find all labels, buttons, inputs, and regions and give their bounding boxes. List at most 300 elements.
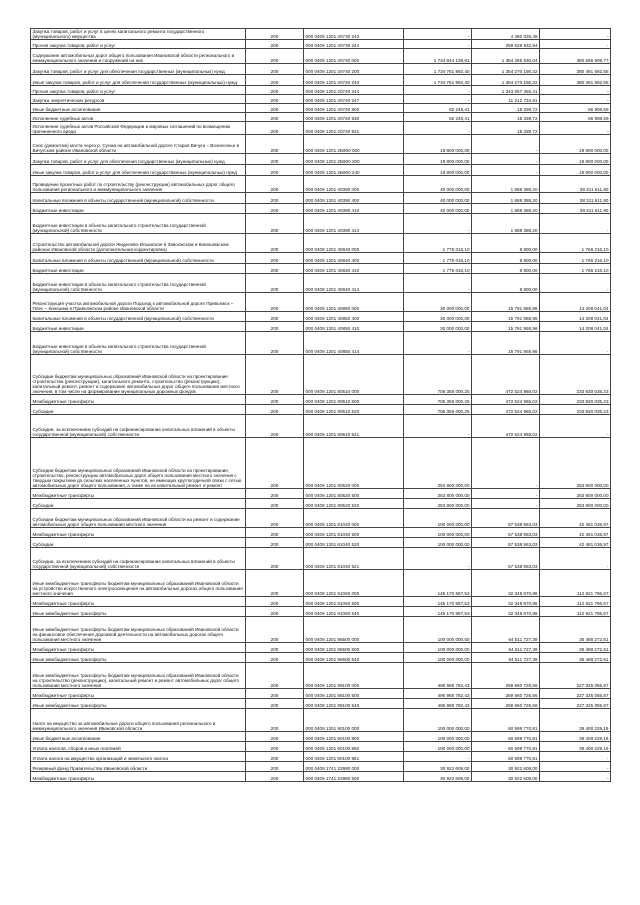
row-line-code: 200: [246, 438, 304, 489]
row-line-code: 200: [246, 663, 304, 689]
row-approved-amount: 496 985 782,43: [404, 699, 472, 709]
table-row: [31, 597, 611, 607]
row-budget-code: 000 0409 1201 40850 414: [304, 332, 404, 355]
row-unexecuted-amount: 19 800 000,00: [540, 135, 611, 154]
table-row: [31, 214, 611, 234]
row-approved-amount: 19 800 000,00: [404, 135, 472, 154]
row-approved-amount: 30 000 000,00: [404, 312, 472, 322]
row-executed-amount: -: [472, 489, 540, 499]
row-name: Резервный фонд Правительства Ивановской области: [31, 762, 246, 772]
row-line-code: 200: [246, 355, 304, 395]
row-line-code: 200: [246, 64, 304, 75]
row-name: Бюджетные инвестиции: [31, 264, 246, 274]
table-row: [31, 154, 611, 165]
row-budget-code: 000 0409 1201 20740 830: [304, 113, 404, 122]
row-line-code: 200: [246, 548, 304, 570]
row-unexecuted-amount: 227 325 055,87: [540, 663, 611, 689]
row-unexecuted-amount: 14 208 041,04: [540, 322, 611, 332]
row-budget-code: 000 0409 1201 40850 000: [304, 293, 404, 312]
row-budget-code: 000 0409 1201 80510 520: [304, 405, 404, 415]
table-row: [31, 293, 611, 312]
table-row: [31, 355, 611, 395]
row-name: Капитальные вложения в объекты государственной (муниципальной) собственности: [31, 193, 246, 204]
row-unexecuted-amount: 14 208 041,04: [540, 293, 611, 312]
row-unexecuted-amount: -: [540, 548, 611, 570]
row-executed-amount: 60 599 770,81: [472, 742, 540, 752]
table-row: [31, 95, 611, 104]
row-line-code: 200: [246, 253, 304, 264]
row-name: Межбюджетные трансферты: [31, 528, 246, 538]
table-row: [31, 653, 611, 663]
row-executed-amount: 1 354 270 190,32: [472, 64, 540, 75]
row-name: Закупка товаров, работ и услуг для обеспечения государственных (муниципальных) нужд: [31, 154, 246, 165]
row-line-code: 200: [246, 154, 304, 165]
row-line-code: 200: [246, 395, 304, 405]
row-line-code: 200: [246, 95, 304, 104]
row-executed-amount: -: [472, 438, 540, 489]
row-name: Бюджетные инвестиции: [31, 204, 246, 214]
table-row: [31, 322, 611, 332]
table-row: [31, 742, 611, 752]
row-budget-code: 000 0409 1201 40840 400: [304, 253, 404, 264]
row-executed-amount: 32 348 870,86: [472, 607, 540, 617]
table-row: [31, 332, 611, 355]
row-unexecuted-amount: -: [540, 40, 611, 49]
row-budget-code: 000 0409 1201 90100 850: [304, 742, 404, 752]
table-row: [31, 29, 611, 40]
row-line-code: 200: [246, 165, 304, 176]
row-unexecuted-amount: -: [540, 29, 611, 40]
row-line-code: 200: [246, 312, 304, 322]
row-executed-amount: 472 524 965,02: [472, 405, 540, 415]
budget-execution-table: [30, 28, 611, 782]
row-budget-code: 000 0409 1201 40840 410: [304, 264, 404, 274]
row-approved-amount: -: [404, 29, 472, 40]
row-unexecuted-amount: 227 325 055,87: [540, 689, 611, 699]
row-budget-code: 000 0409 1201 20740 240: [304, 75, 404, 86]
row-budget-code: 000 0409 1201 2Б900 240: [304, 165, 404, 176]
row-budget-code: 000 0409 1201 86500 500: [304, 643, 404, 653]
row-name: Субсидии бюджетам муниципальных образований Ивановской области на проектирование, строительство, реконструкцию автомобильных дорог общего пользования местного значения с твердым покрытием до сельских населенных пунктов, не имеющих круглогодичной связи с сетью автомобильных дорог общего пользования, а также на их капитальный ремонт и ремонт: [31, 438, 246, 489]
row-line-code: 200: [246, 193, 304, 204]
row-approved-amount: 145 170 667,53: [404, 597, 472, 607]
table-row: [31, 570, 611, 597]
row-unexecuted-amount: 253 800 000,00: [540, 499, 611, 509]
row-budget-code: 000 0409 1201 40840 000: [304, 234, 404, 253]
row-approved-amount: -: [404, 332, 472, 355]
row-line-code: 200: [246, 742, 304, 752]
row-line-code: 200: [246, 49, 304, 64]
row-approved-amount: 496 985 782,43: [404, 689, 472, 699]
row-name: Закупка товаров, работ и услуг для обеспечения государственных (муниципальных) нужд: [31, 64, 246, 75]
row-executed-amount: 30 922 609,00: [472, 762, 540, 772]
row-unexecuted-amount: 38 311 611,80: [540, 204, 611, 214]
row-budget-code: 000 0409 1201 80520 520: [304, 499, 404, 509]
row-budget-code: 000 0409 1201 2Б900 000: [304, 135, 404, 154]
row-approved-amount: 1 775 016,10: [404, 264, 472, 274]
row-budget-code: 000 0409 1201 80520 500: [304, 489, 404, 499]
row-executed-amount: 1 688 388,20: [472, 176, 540, 193]
row-line-code: 200: [246, 234, 304, 253]
row-budget-code: 000 0409 1201 81060 540: [304, 607, 404, 617]
table-row: [31, 732, 611, 742]
table-row: [31, 405, 611, 415]
row-executed-amount: 15 791 958,96: [472, 293, 540, 312]
row-approved-amount: 706 355 000,25: [404, 405, 472, 415]
row-name: Прочая закупка товаров, работ и услуг: [31, 86, 246, 95]
row-line-code: 200: [246, 264, 304, 274]
table-row: [31, 64, 611, 75]
row-executed-amount: 57 538 963,03: [472, 509, 540, 528]
row-unexecuted-amount: 42 461 036,97: [540, 528, 611, 538]
row-executed-amount: 57 538 963,03: [472, 548, 540, 570]
row-approved-amount: 100 000 000,00: [404, 742, 472, 752]
row-name: Уплата налогов, сборов и иных платежей: [31, 742, 246, 752]
row-name: Иные бюджетные ассигнования: [31, 104, 246, 113]
row-approved-amount: 100 000 000,00: [404, 538, 472, 548]
row-approved-amount: 145 170 667,53: [404, 570, 472, 597]
row-line-code: 200: [246, 415, 304, 438]
table-row: [31, 752, 611, 762]
row-line-code: 200: [246, 509, 304, 528]
row-executed-amount: -: [472, 499, 540, 509]
row-unexecuted-amount: 112 821 796,67: [540, 607, 611, 617]
table-body: [31, 29, 611, 782]
row-name: Иные межбюджетные трансферты: [31, 699, 246, 709]
row-name: Субсидии, за исключением субсидий на софинансирование капитальных вложений в объекты государственной (муниципальной) собственности: [31, 548, 246, 570]
row-budget-code: 000 0409 1201 80510 000: [304, 355, 404, 395]
row-name: Межбюджетные трансферты: [31, 772, 246, 782]
row-name: Иные закупки товаров, работ и услуг для обеспечения государственных (муниципальных) нужд: [31, 165, 246, 176]
row-line-code: 200: [246, 617, 304, 643]
row-approved-amount: 100 000 000,00: [404, 653, 472, 663]
row-unexecuted-amount: 19 800 000,00: [540, 165, 611, 176]
row-name: Бюджетные инвестиции в объекты капитального строительства государственной (муниципальной) собственности: [31, 214, 246, 234]
row-unexecuted-amount: 66 908,69: [540, 113, 611, 122]
row-name: Закупка энергетических ресурсов: [31, 95, 246, 104]
row-executed-amount: 269 660 726,56: [472, 689, 540, 699]
table-row: [31, 709, 611, 732]
row-name: Снос (демонтаж) моста через р. Сунжа на автомобильной дороге Старая Вичуга – Вознесенье в Вичугском районе Ивановской области: [31, 135, 246, 154]
row-line-code: 200: [246, 75, 304, 86]
row-line-code: 200: [246, 528, 304, 538]
row-unexecuted-amount: 35 488 272,61: [540, 653, 611, 663]
row-approved-amount: 1 734 761 892,40: [404, 64, 472, 75]
row-unexecuted-amount: 42 461 036,97: [540, 509, 611, 528]
row-name: Исполнение судебных актов: [31, 113, 246, 122]
row-line-code: 200: [246, 176, 304, 193]
row-executed-amount: 1 354 270 190,32: [472, 75, 540, 86]
table-row: [31, 264, 611, 274]
row-unexecuted-amount: 39 400 229,19: [540, 709, 611, 732]
row-line-code: 200: [246, 204, 304, 214]
row-line-code: 200: [246, 772, 304, 782]
row-budget-code: 000 0409 1201 90100 851: [304, 752, 404, 762]
row-budget-code: 000 0409 1201 40850 410: [304, 322, 404, 332]
row-approved-amount: 100 000 000,00: [404, 617, 472, 643]
row-line-code: 200: [246, 709, 304, 732]
row-unexecuted-amount: -: [540, 415, 611, 438]
row-name: Субсидии: [31, 538, 246, 548]
row-name: Строительство автомобильной дороги Жиделево-Ильинское в Заволжском и Кинешемском районах Ивановской области (дополнительная корректировка): [31, 234, 246, 253]
row-executed-amount: 8 800,00: [472, 253, 540, 264]
row-line-code: 200: [246, 538, 304, 548]
row-executed-amount: 4 380 035,48: [472, 29, 540, 40]
row-unexecuted-amount: 253 800 000,00: [540, 438, 611, 489]
row-executed-amount: 60 599 770,81: [472, 752, 540, 762]
row-unexecuted-amount: 380 558 609,77: [540, 49, 611, 64]
table-row: [31, 49, 611, 64]
row-approved-amount: 706 355 000,25: [404, 395, 472, 405]
row-unexecuted-amount: 380 491 692,58: [540, 75, 611, 86]
table-row: [31, 438, 611, 489]
row-executed-amount: 60 599 770,81: [472, 732, 540, 742]
row-line-code: 200: [246, 653, 304, 663]
row-executed-amount: 64 511 727,39: [472, 653, 540, 663]
row-budget-code: 000 0409 1201 81040 500: [304, 528, 404, 538]
table-row: [31, 548, 611, 570]
row-name: Субсидии: [31, 499, 246, 509]
row-unexecuted-amount: 66 908,69: [540, 104, 611, 113]
row-budget-code: 000 0409 1201 40390 400: [304, 193, 404, 204]
table-row: [31, 643, 611, 653]
row-name: Иные межбюджетные трансферты: [31, 653, 246, 663]
row-line-code: 200: [246, 689, 304, 699]
row-name: Иные бюджетные ассигнования: [31, 732, 246, 742]
table-row: [31, 509, 611, 528]
row-budget-code: 000 0409 1201 80510 500: [304, 395, 404, 405]
row-executed-amount: 8 800,00: [472, 234, 540, 253]
row-line-code: 200: [246, 597, 304, 607]
row-name: Налог на имущество за автомобильные дороги общего пользования регионального и межмуниципального значения Ивановской области: [31, 709, 246, 732]
row-line-code: 200: [246, 122, 304, 135]
row-name: Межбюджетные трансферты: [31, 597, 246, 607]
row-budget-code: 000 0409 1201 89100 540: [304, 699, 404, 709]
table-row: [31, 663, 611, 689]
row-approved-amount: 19 800 000,00: [404, 154, 472, 165]
row-name: Бюджетные инвестиции в объекты капитального строительства государственной (муниципальной) собственности: [31, 332, 246, 355]
row-unexecuted-amount: -: [540, 762, 611, 772]
row-budget-code: 000 0409 1201 89100 000: [304, 663, 404, 689]
row-approved-amount: 1 775 016,10: [404, 234, 472, 253]
table-row: [31, 395, 611, 405]
row-line-code: 200: [246, 29, 304, 40]
row-approved-amount: 40 000 000,00: [404, 204, 472, 214]
row-approved-amount: 496 985 782,43: [404, 663, 472, 689]
row-budget-code: 000 0409 1201 2Б900 200: [304, 154, 404, 165]
table-row: [31, 762, 611, 772]
row-budget-code: 000 0409 1201 81060 000: [304, 570, 404, 597]
row-executed-amount: 60 599 770,81: [472, 709, 540, 732]
row-unexecuted-amount: 35 488 272,61: [540, 643, 611, 653]
row-executed-amount: 269 660 726,56: [472, 699, 540, 709]
row-executed-amount: 32 348 870,86: [472, 597, 540, 607]
row-name: Уплата налога на имущество организаций и земельного налога: [31, 752, 246, 762]
row-name: Закупка товаров, работ и услуг в целях капитального ремонта государственного (муниципального) имущества: [31, 29, 246, 40]
row-approved-amount: 100 000 000,00: [404, 528, 472, 538]
row-unexecuted-amount: -: [540, 95, 611, 104]
row-line-code: 200: [246, 489, 304, 499]
row-approved-amount: 100 000 000,00: [404, 643, 472, 653]
row-unexecuted-amount: 39 400 229,19: [540, 742, 611, 752]
row-name: Субсидии, за исключением субсидий на софинансирование капитальных вложений в объекты государственной (муниципальной) собственности: [31, 415, 246, 438]
row-name: Иные межбюджетные трансферты бюджетам муниципальных образований Ивановской области на финансовое обеспечение дорожной деятельности на автомобильных дорогах общего пользования местного значения: [31, 617, 246, 643]
row-executed-amount: 15 339,72: [472, 104, 540, 113]
row-budget-code: 000 0409 1201 40850 400: [304, 312, 404, 322]
row-line-code: 200: [246, 214, 304, 234]
row-unexecuted-amount: 112 821 796,67: [540, 570, 611, 597]
row-budget-code: 000 0409 1201 20730 244: [304, 40, 404, 49]
row-approved-amount: -: [404, 95, 472, 104]
row-executed-amount: -: [472, 165, 540, 176]
row-executed-amount: 8 800,00: [472, 264, 540, 274]
table-row: [31, 176, 611, 193]
row-line-code: 200: [246, 405, 304, 415]
row-executed-amount: 15 339,72: [472, 122, 540, 135]
table-row: [31, 607, 611, 617]
row-approved-amount: 82 248,41: [404, 104, 472, 113]
row-name: Исполнение судебных актов Российской Федерации и мировых соглашений по возмещению причиненного вреда: [31, 122, 246, 135]
table-row: [31, 274, 611, 293]
table-row: [31, 499, 611, 509]
row-executed-amount: 472 524 965,02: [472, 355, 540, 395]
table-row: [31, 86, 611, 95]
row-name: Межбюджетные трансферты: [31, 643, 246, 653]
row-unexecuted-amount: 112 821 796,67: [540, 597, 611, 607]
row-name: Иные закупки товаров, работ и услуг для обеспечения государственных (муниципальных) нужд: [31, 75, 246, 86]
row-name: Межбюджетные трансферты: [31, 395, 246, 405]
table-row: [31, 193, 611, 204]
row-approved-amount: 82 248,41: [404, 113, 472, 122]
table-row: [31, 234, 611, 253]
row-executed-amount: 472 524 965,02: [472, 415, 540, 438]
table-row: [31, 689, 611, 699]
row-executed-amount: 64 511 727,39: [472, 643, 540, 653]
row-approved-amount: 100 000 000,00: [404, 709, 472, 732]
row-name: Иные межбюджетные трансферты: [31, 607, 246, 617]
row-approved-amount: -: [404, 214, 472, 234]
row-unexecuted-amount: -: [540, 86, 611, 95]
row-budget-code: 000 0409 1201 20740 200: [304, 64, 404, 75]
table-row: [31, 538, 611, 548]
row-approved-amount: -: [404, 752, 472, 762]
row-unexecuted-amount: 19 800 000,00: [540, 154, 611, 165]
row-executed-amount: 472 524 965,02: [472, 395, 540, 405]
row-approved-amount: -: [404, 86, 472, 95]
row-executed-amount: 32 348 870,86: [472, 570, 540, 597]
row-name: Бюджетные инвестиции: [31, 322, 246, 332]
row-line-code: 200: [246, 113, 304, 122]
row-line-code: 200: [246, 40, 304, 49]
row-executed-amount: 15 339,72: [472, 113, 540, 122]
row-line-code: 200: [246, 762, 304, 772]
row-line-code: 200: [246, 699, 304, 709]
row-name: Капитальные вложения в объекты государственной (муниципальной) собственности: [31, 253, 246, 264]
row-budget-code: 000 0409 1201 80520 000: [304, 438, 404, 489]
row-unexecuted-amount: -: [540, 772, 611, 782]
table-row: [31, 165, 611, 176]
row-unexecuted-amount: 38 311 611,80: [540, 193, 611, 204]
row-executed-amount: 1 688 388,20: [472, 214, 540, 234]
table-row: [31, 104, 611, 113]
row-unexecuted-amount: 233 830 035,23: [540, 355, 611, 395]
row-budget-code: 000 0409 1201 90100 800: [304, 732, 404, 742]
row-executed-amount: 1 354 285 530,04: [472, 49, 540, 64]
row-approved-amount: -: [404, 122, 472, 135]
row-budget-code: 000 0409 1201 80510 521: [304, 415, 404, 438]
row-approved-amount: 100 000 000,00: [404, 732, 472, 742]
row-approved-amount: 19 800 000,00: [404, 165, 472, 176]
row-approved-amount: 30 000 000,00: [404, 322, 472, 332]
table-row: [31, 135, 611, 154]
row-approved-amount: 253 800 000,00: [404, 438, 472, 489]
row-budget-code: 000 0409 1201 81040 000: [304, 509, 404, 528]
row-name: Иные межбюджетные трансферты бюджетам муниципальных образований Ивановской области на устройство искусственного электроосвещения на автомобильных дорогах общего пользования местного значения: [31, 570, 246, 597]
row-unexecuted-amount: 1 766 216,10: [540, 253, 611, 264]
row-executed-amount: 64 511 727,39: [472, 617, 540, 643]
row-budget-code: 000 0409 1201 40390 414: [304, 214, 404, 234]
row-unexecuted-amount: 42 461 036,97: [540, 538, 611, 548]
row-executed-amount: 15 791 958,96: [472, 332, 540, 355]
row-approved-amount: 40 000 000,00: [404, 193, 472, 204]
row-line-code: 200: [246, 643, 304, 653]
table-row: [31, 204, 611, 214]
row-approved-amount: 30 922 609,00: [404, 762, 472, 772]
row-approved-amount: 1 734 761 892,40: [404, 75, 472, 86]
row-name: Содержание автомобильных дорог общего пользования Ивановской области регионального и межмуниципального значения и сооружений на них: [31, 49, 246, 64]
row-name: Субсидии бюджетам муниципальных образований Ивановской области на ремонт и содержание автомобильных дорог общего пользования местного значения: [31, 509, 246, 528]
row-approved-amount: 1 734 844 139,81: [404, 49, 472, 64]
row-budget-code: 000 0409 1741 22980 500: [304, 772, 404, 782]
row-approved-amount: 1 775 016,10: [404, 253, 472, 264]
row-approved-amount: 30 000 000,00: [404, 293, 472, 312]
row-unexecuted-amount: 14 208 041,04: [540, 312, 611, 322]
table-row: [31, 528, 611, 538]
row-unexecuted-amount: 39 400 229,19: [540, 732, 611, 742]
row-approved-amount: 30 922 609,00: [404, 772, 472, 782]
row-name: Проведение проектных работ по строительству (реконструкции) автомобильных дорог общего пользования регионального и межмуниципального значения: [31, 176, 246, 193]
row-executed-amount: 1 688 388,20: [472, 204, 540, 214]
row-approved-amount: -: [404, 548, 472, 570]
row-approved-amount: -: [404, 415, 472, 438]
row-line-code: 200: [246, 322, 304, 332]
row-line-code: 200: [246, 293, 304, 312]
row-approved-amount: 40 000 000,00: [404, 176, 472, 193]
row-approved-amount: -: [404, 40, 472, 49]
row-unexecuted-amount: 1 766 216,10: [540, 264, 611, 274]
row-line-code: 200: [246, 732, 304, 742]
row-unexecuted-amount: -: [540, 752, 611, 762]
row-line-code: 200: [246, 332, 304, 355]
table-row: [31, 415, 611, 438]
row-unexecuted-amount: -: [540, 122, 611, 135]
row-budget-code: 000 0409 1201 86500 000: [304, 617, 404, 643]
table-row: [31, 40, 611, 49]
row-name: Иные межбюджетные трансферты бюджетам муниципальных образований Ивановской области на строительство (реконструкцию), капитальный ремонт и ремонт автомобильных дорог общего пользования местного значения: [31, 663, 246, 689]
row-budget-code: 000 0409 1201 89100 500: [304, 689, 404, 699]
row-unexecuted-amount: 380 491 692,58: [540, 64, 611, 75]
row-unexecuted-amount: 233 830 035,23: [540, 395, 611, 405]
row-name: Субсидии: [31, 405, 246, 415]
row-unexecuted-amount: -: [540, 274, 611, 293]
row-unexecuted-amount: 233 830 035,23: [540, 405, 611, 415]
table-row: [31, 699, 611, 709]
table-row: [31, 489, 611, 499]
table-row: [31, 113, 611, 122]
row-budget-code: 000 0409 1201 20740 247: [304, 95, 404, 104]
row-executed-amount: 15 791 958,96: [472, 322, 540, 332]
row-budget-code: 000 0409 1201 81040 520: [304, 538, 404, 548]
